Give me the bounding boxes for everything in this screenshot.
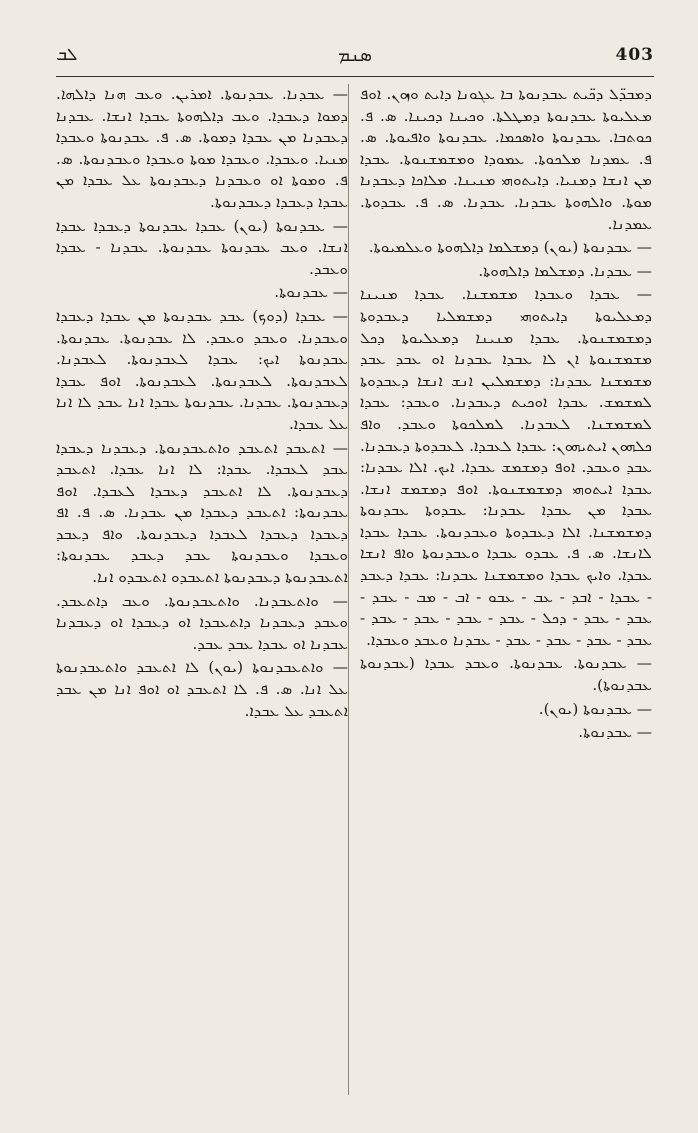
page-number: 403	[615, 45, 654, 65]
running-header	[56, 40, 654, 70]
left-column	[56, 84, 348, 1095]
dictionary-entry: — ܥܒܕܢܘܬܐ.	[274, 283, 348, 302]
dictionary-entry: — ܥܒܕܢܘܬܐ. ܥܒܕܢܘܬܐ. ܘܥܒܕ ܥܒܕܐ (ܥܒܕܢܘܬܐ ܥܒܕܢܘܬܐ).	[360, 654, 652, 695]
dictionary-entry: — ܥܒܕܢܘܬܐ (ܝܘܢ) ܕܡܫܠܡܐ ܕܐܠܗܘܬܐ ܘܥܠܡܝܘܬܐ.	[368, 238, 652, 257]
header-rule	[56, 76, 654, 77]
dictionary-entry: — ܥܒܕܢܘܬܐ (ܝܘܢ).	[538, 699, 652, 718]
dictionary-entry: — ܥܒܕܢܘܬܐ.	[578, 723, 652, 742]
folio-left: ܠܒ	[56, 45, 78, 65]
dictionary-entry: — ܘܐܬܥܒܕܢܘܬܐ (ܝܘܢ) ܠܐ ܐܬܥܒܕ ܘܐܬܥܒܕܢܘܬܐ ܥܠ ܐܢܐ. ܣ. ܦ. ܠܐ ܐܬܥܒܕ ܐܘ ܐܘܦ ܐܢܐ ܡܢ ܥܒܕ ܐܬܥܒܕ ܥܠ ܥܒܕܐ.	[56, 658, 348, 720]
dictionary-entry: — ܥܒܕܢܘܬܐ (ܝܘܢ) ܥܒܕܐ ܥܒܕܢܘܬܐ ܕܥܒܕܐ ܥܒܕܐ ܐܢܫܐ. ܘܥܒ ܥܒܕܢܘܬܐ ܥܒܕܢܘܬܐ. ܥܒܕܢܐ - ܥܒܕܐ ܘܥܒܕ.	[56, 216, 348, 278]
running-head-title: ܣܢܡ	[338, 44, 372, 66]
dictionary-entry: — ܥܒܕܢܐ. ܕܡܫܠܡܐ ܕܐܠܗܘܬܐ.	[478, 261, 652, 280]
dictionary-entry: — ܥܒܕܐ (ܕܘܟ) ܥܒܕ ܥܒܕܢܘܬܐ ܡܢ ܥܒܕܐ ܕܥܒܕܐ ܘܥܒܕܢܐ. ܘܥܒܕ ܘܥܒܕ. ܠܐ ܥܒܕܢܘܬܐ. ܥܒܕܢܘܬܐ. ܥܒܕܢܘܬܐ ܐܝܟ: ܥܒܕܐ ܠܥܒܕܢܘܬܐ. ܠܥܒܕܢܐ. ܠܥܒܕܢܘܬܐ. ܠܥܒܕܢܘܬܐ. ܠܥܒܕܢܘܬܐ. ܐܘܦ ܥܒܕܐ ܕܥܒܕܢܘܬܐ. ܥܒܕܢܐ. ܥܒܕܢܘܬܐ ܥܒܕܐ ܐܢܐ ܥܒܕ ܠܐ ܐܢܐ ܥܠ ܥܒܕܐ.	[56, 306, 348, 433]
dictionary-entry: ܕܡܒܕ̈ܠ ܕܟ̈ܝܬ ܥܒܕܢܘܬܐ ܒܐ ܥܓܘܢܐ ܕܐܝܬ ܘܙܘܢ. ܐܘܦ ܡܥܠܝܘܬܐ ܥܒܕܢܘܬܐ ܕܡܛܠܬܐ. ܘܟܝܢܐ ܕܟܝܢܐ. ܣ. ܦ. ܟܘܬܒܐ. ܥܒܕܢܘܬܐ ܘܐܣܟܡܐ. ܥܒܕܢܘܬܐ ܘܐܦܝܘܬܐ. ܣ. ܦ. ܥܡܕܢܐ ܡܠܟܘܬܐ. ܥܡܘܕܐ ܘܡܫܡܫܢܘܬܐ. ܥܒܕܐ ܡܢ ܐܢܫܐ ܕܡܢܝܐ. ܕܐܝܬܘܗܝ ܡܢܝܢܐ. ܡܠܐܟܐ ܕܥܒܕܢܐ ܡܘܬܐ. ܘܐܠܗܘܬܐ ܥܒܕܢܐ. ܥܒܕܢܐ. ܣ. ܦ. ܥܒܕܘܬܐ. ܥܡܕܢܐ.	[360, 85, 652, 233]
dictionary-entry: — ܥܒܕܢܐ. ܥܒܕܢܘܬܐ. ܐܡܪܝܢ. ܘܥܒ ܗܢܐ ܕܐܠܗܐ. ܕܡܘܐ ܕܥܒܕܐ. ܘܥܒ ܕܐܠܗܘܬܐ ܥܒܕܐ ܐܢܫܐ. ܥܒܕܢܐ ܕܥܒܕܢܐ ܡܢ ܥܒܕܐ ܕܡܘܬܐ. ܣ. ܦ. ܥܒܕܢܘܬܐ ܘܥܒܕܐ ܡܢܝܐ. ܘܥܒܕܐ. ܘܥܒܕܐ ܡܘܬܐ ܘܥܒܕܐ ܘܥܒܕܢܘܬܐ. ܣ. ܦ. ܘܡܘܬܐ ܐܘ ܘܥܒܕܢܐ ܕܥܒܕܢܘܬܐ ܥܠ ܥܒܕܐ ܡܢ ܥܒܕܐ ܕܥܒܕܐ ܕܥܒܕܢܘܬܐ.	[56, 85, 348, 211]
dictionary-entry: — ܥܒܕܐ ܘܥܒܕܐ ܡܫܡܫܢܐ. ܥܒܕܐ ܡܢܝܢܐ ܕܡܥܠܝܘܬܐ ܕܐܝܬܘܗܝ ܕܡܫܡܠܝܐ ܕܥܒܕܘܬܐ ܕܡܫܡܫܢܘܬܐ. ܥܒܕܐ ܡܢܝܢܐ ܕܡܥܠܝܘܬܐ ܕܟܠ ܡܫܡܫܢܘܬܐ ܐܢ ܠܐ ܥܒܕܐ ܥܒܕܢܐ ܐܘ ܥܒܕ ܥܒܕ ܡܫܡܫܢܐ ܥܒܕܢܐ: ܕܡܫܡܠܝܢ ܐܢܫ ܐܢܫܐ ܕܥܒܕܘܬܐ ܠܡܫܡܫ. ܥܒܕܐ ܐܘܟܝܬ ܕܥܒܕܢܐ. ܘܥܒܕ: ܥܒܕܐ ܠܡܫܡܫܢܐ. ܠܥܒܕܢܐ. ܠܡܠܟܘܬܐ ܘܥܒܕ. ܘܐܦ ܟܠܗܘܢ ܐܝܬܝܗܘܢ: ܥܒܕܐ ܠܥܒܕܐ. ܠܥܒܕܘܬܐ ܕܥܒܕܢܐ. ܥܒܕ ܘܥܒܕ. ܐܘܦ ܕܡܫܡܫ ܥܒܕܐ. ܐܝܟ. ܐܠܐ ܥܒܕܢܐ: ܥܒܕܐ ܐܝܬܘܗܝ ܕܡܫܡܫܢܘܬܐ. ܐܘܦ ܕܡܫܡܫ ܐܢܫܐ. ܥܒܕܐ ܡܢ ܥܒܕܐ ܥܒܕܢܐ: ܥܒܕܘܬܐ ܥܒܕܢܘܬܐ ܕܡܫܡܫܢܐ. ܐܠܐ ܕܥܒܕܘܬܐ ܘܥܒܕܢܘܬܐ. ܥܒܕܐ ܥܒܕܐ ܠܐܢܫܐ. ܣ. ܦ. ܥܒܕܘ ܥܒܕܐ ܘܥܒܕܢܘܬܐ ܘܐܦ ܐܢܫܐ ܥܒܕܐ. ܘܐܝܟ ܥܒܕܐ ܘܡܫܡܫܢܐ ܥܒܕܢܐ: ܥܒܕܐ ܕܥܒܕ - ܥܒܕܐ - ܐܒܕ - ܥܒ - ܥܒܘ - ܐܒ - ܡܒ - ܥܒܕ - ܥܒܕ - ܥܒܕ - ܕܟܠ - ܥܒܕ - ܥܒܕ - ܥܒܕ - ܥܒܕ - ܥܒܕ - ܥܒܕ - ܥܒܕ - ܥܒܕ - ܥܒܕܢܐ ܘܥܒܕ ܘܥܒܕܐ.	[360, 285, 652, 649]
right-column	[360, 84, 652, 1095]
column-divider	[348, 84, 349, 1095]
dictionary-entry: — ܘܐܬܥܒܕܢܐ. ܘܐܬܥܒܕܢܘܬܐ. ܘܥܒ ܕܐܬܥܒܕ. ܘܥܒܕ ܕܥܒܕܢܐ ܕܐܬܥܒܕܐ ܐܘ ܕܥܒܕܐ ܐܘ ܕܥܒܕܢܐ ܥܒܕܢܐ ܐܘ ܥܒܕܐ ܥܒܕ ܥܒܕ.	[56, 591, 348, 653]
dictionary-entry: — ܐܬܥܒܕ ܐܬܥܒܕ ܘܐܬܥܒܕܢܘܬܐ. ܕܥܒܕܢܐ ܕܥܒܕܐ ܥܒܕ ܠܥܒܕܐ. ܥܒܕܐ: ܠܐ ܐܢܐ ܥܒܕܐ. ܐܬܥܒܕ ܕܥܒܕܢܘܬܐ. ܠܐ ܐܬܥܒܕ ܕܥܒܕܐ ܠܥܒܕܐ. ܐܘܦ ܥܒܕܢܘܬܐ: ܐܬܥܒܕ ܕܥܒܕܐ ܡܢ ܥܒܕܢܐ. ܣ. ܦ. ܐܦ ܕܥܒܕܐ ܕܥܒܕܐ ܠܥܒܕܐ ܕܥܒܕܢܘܬܐ. ܘܐܦ ܕܥܒܕ ܘܥܒܕܐ ܘܥܒܕܢܘܬܐ ܥܒܕ ܕܥܒܕ ܥܒܕܢܘܬܐ: ܐܬܥܒܕܢܘܬܐ ܕܥܒܕܢܘܬܐ ܐܬܥܒܕܘ ܐܬܥܒܕܘ ܐܢܐ.	[56, 438, 348, 587]
